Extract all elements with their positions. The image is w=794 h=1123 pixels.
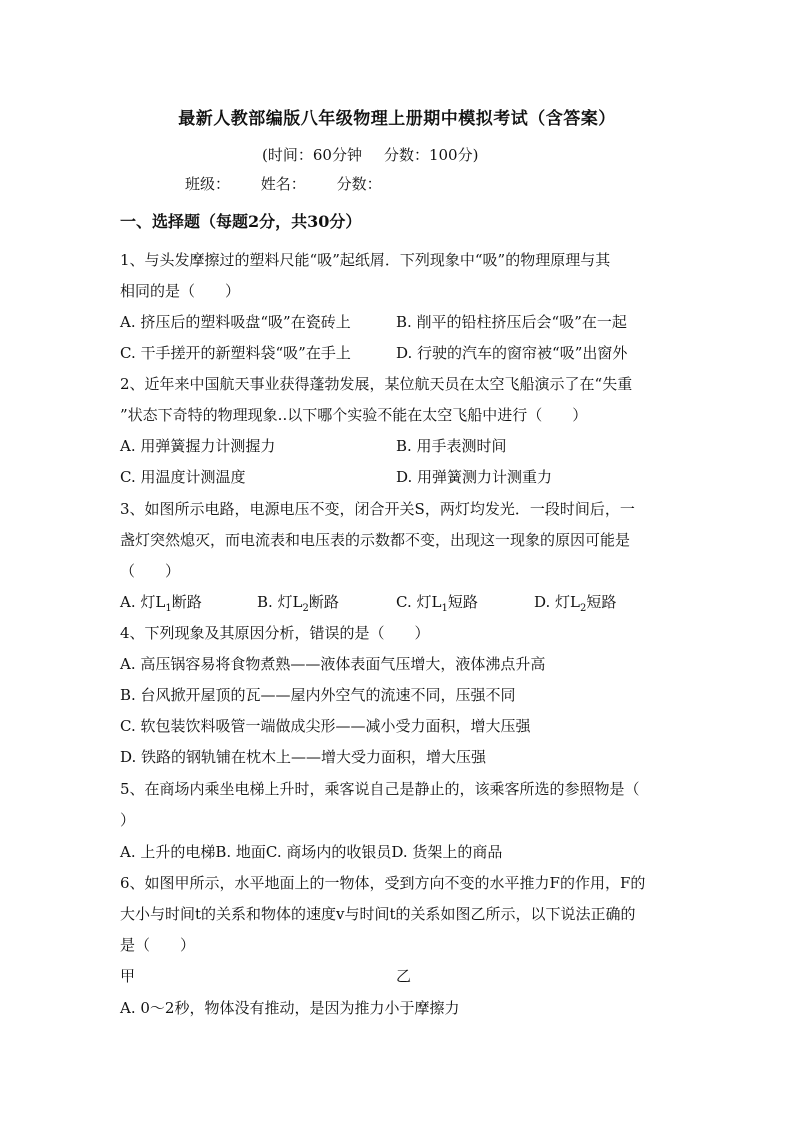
q3-option-d: D. 灯$L_2$短路 [534, 593, 617, 614]
section-heading: 一、选择题（每题2分，共30分） [120, 212, 362, 231]
q4-option-c: C. 软包装饮料吸管一端做成尖形——减小受力面积，增大压强 [120, 717, 531, 735]
q4-option-b: B. 台风掀开屋顶的瓦——屋内外空气的流速不同，压强不同 [120, 686, 516, 704]
q3-option-a: A. 灯$L_1$断路 [120, 593, 202, 614]
figure-label-jia: 甲 [120, 967, 136, 985]
q6-stem-line2: 大小与时间t的关系和物体的速度v与时间t的关系如图乙所示，以下说法正确的 [120, 905, 636, 923]
q2-stem-line2: ”状态下奇特的物理现象..以下哪个实验不能在太空飞船中进行（ ） [120, 406, 588, 424]
exam-time: (时间：60分钟 [262, 146, 362, 164]
q1-option-c: C. 干手搓开的新塑料袋“吸”在手上 [120, 344, 351, 362]
q3-stem-line2: 盏灯突然熄灭，而电流表和电压表的示数都不变，出现这一现象的原因可能是 [120, 531, 631, 549]
q3-stem-line3: （ ） [120, 562, 181, 580]
q6-option-a: A. 0～2秒，物体没有推动，是因为推力小于摩擦力 [120, 999, 460, 1017]
q1-option-a: A. 挤压后的塑料吸盘“吸”在瓷砖上 [120, 313, 351, 331]
q5-stem-line2: ） [120, 811, 136, 829]
q1-option-b: B. 削平的铅柱挤压后会“吸”在一起 [396, 313, 627, 331]
q2-option-d: D. 用弹簧测力计测重力 [396, 468, 553, 486]
q6-stem-line1: 6、如图甲所示，水平地面上的一物体，受到方向不变的水平推力F的作用，F的 [120, 874, 646, 892]
class-label: 班级： [185, 175, 231, 193]
q4-option-d: D. 铁路的钢轨铺在枕木上——增大受力面积，增大压强 [120, 748, 487, 766]
score-label: 分数： [336, 175, 382, 193]
name-label: 姓名： [260, 175, 306, 193]
page-title: 最新人教部编版八年级物理上册期中模拟考试（含答案） [178, 109, 616, 129]
student-info [185, 173, 408, 194]
q6-stem-line3: 是（ ） [120, 936, 196, 954]
q1-stem-line2: 相同的是（ ） [120, 282, 241, 300]
q2-option-c: C. 用温度计测温度 [120, 468, 246, 486]
q5-options: A. 上升的电梯B. 地面C. 商场内的收银员D. 货架上的商品 [120, 843, 503, 861]
q2-stem-line1: 2、近年来中国航天事业获得蓬勃发展，某位航天员在太空飞船演示了在“失重 [120, 375, 633, 393]
q5-stem-line1: 5、在商场内乘坐电梯上升时，乘客说自己是静止的，该乘客所选的参照物是（ [120, 780, 640, 798]
q1-option-d: D. 行驶的汽车的窗帘被“吸”出窗外 [396, 344, 628, 362]
q3-option-c: C. 灯$L_1$短路 [396, 593, 478, 614]
q1-stem-line1: 1、与头发摩擦过的塑料尺能“吸”起纸屑．下列现象中“吸”的物理原理与其 [120, 251, 611, 269]
figure-label-yi: 乙 [396, 967, 412, 985]
q3-option-b: B. 灯$L_2$断路 [257, 593, 339, 614]
q4-option-a: A. 高压锅容易将食物煮熟——液体表面气压增大，液体沸点升高 [120, 655, 546, 673]
exam-score: 分数：100分) [383, 146, 479, 164]
q4-stem: 4、下列现象及其原因分析，错误的是（ ） [120, 624, 430, 642]
q2-option-b: B. 用手表测时间 [396, 437, 507, 455]
exam-meta [262, 144, 478, 165]
q2-option-a: A. 用弹簧握力计测握力 [120, 437, 276, 455]
q3-stem-line1: 3、如图所示电路，电源电压不变，闭合开关S，两灯均发光．一段时间后，一 [120, 500, 635, 518]
